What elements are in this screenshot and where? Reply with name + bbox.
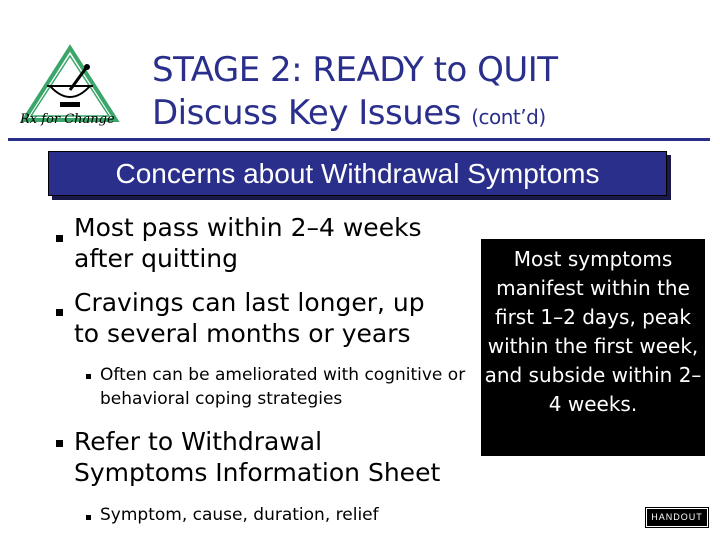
logo-text: Rx for Change: [20, 112, 115, 127]
handout-badge: HANDOUT: [646, 508, 708, 527]
bullet-item-1: Most pass within 2–4 weeks after quitting: [74, 213, 422, 273]
page-title-line1: STAGE 2: READY to QUIT: [152, 50, 558, 90]
bullet-item-3: Refer to Withdrawal Symptoms Information Sheet: [74, 427, 441, 487]
page-title-suffix: (cont’d): [471, 105, 546, 129]
bullet-item-2: Cravings can last longer, up to several months or years: [74, 288, 425, 348]
rx-for-change-logo: [14, 42, 126, 134]
callout-box: Most symptoms manifest within the first 1–2 days, peak within the first week, and subside within 2–4 weeks.: [481, 239, 705, 456]
sub-bullet-item-1: Often can be ameliorated with cognitive or behavioral coping strategies: [100, 365, 466, 409]
bullet-marker: [56, 235, 63, 242]
bullet-marker: [56, 309, 63, 316]
bullet-marker: [56, 440, 63, 447]
sub-bullet-marker: [86, 374, 91, 379]
sub-bullet-marker: [86, 515, 91, 520]
section-banner: Concerns about Withdrawal Symptoms: [48, 151, 667, 196]
title-divider: [8, 138, 710, 141]
sub-bullet-item-2: Symptom, cause, duration, relief: [100, 505, 379, 525]
page-title-main: Discuss Key Issues: [152, 93, 461, 133]
page-title-line2: [152, 93, 546, 133]
